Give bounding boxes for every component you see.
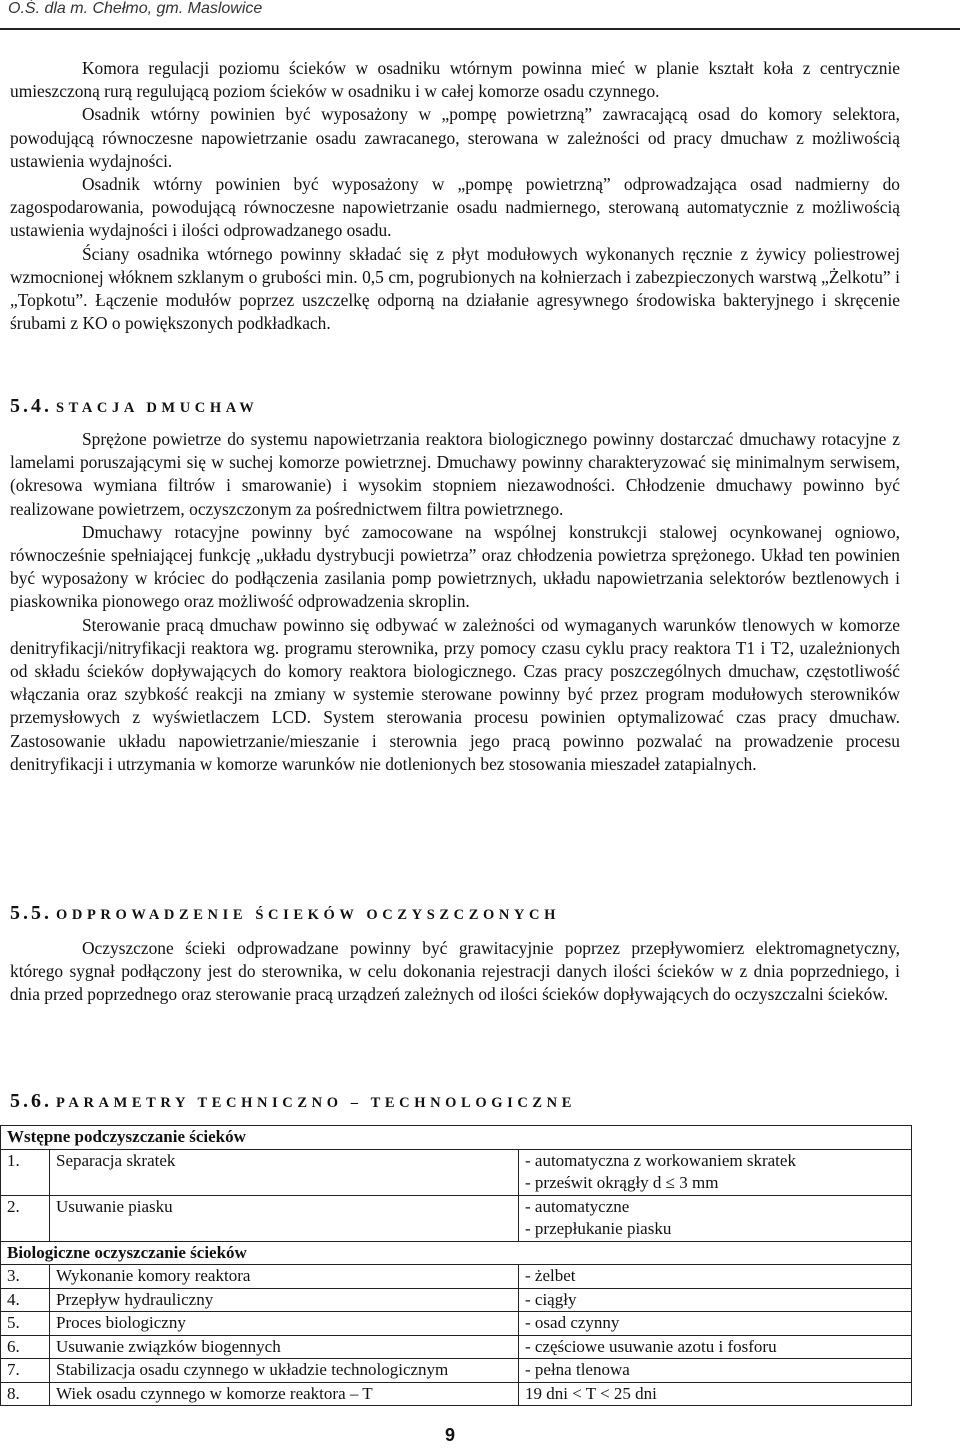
- table-row: [1, 1382, 912, 1406]
- row-number: 5.: [1, 1312, 50, 1336]
- value-line: - przepłukanie piasku: [525, 1219, 672, 1238]
- section-5-5-body: [10, 937, 900, 1007]
- paragraph: Sterowanie pracą dmuchaw powinno się odbywać w zależności od wymaganych warunków tlenowych w komorze denitryfikacji/nitryfikacji reaktora wg. programu sterownika, przy pomocy czasu cyklu pracy reaktora T1 i T2, uzależnionych od składu ścieków dopływających do komory reaktora biologicznego. Czas pracy poszczególnych dmuchaw, częstotliwość włączania oraz szybkość reakcji na zmiany w systemie sterowane powinny być przez program modułowych sterowników przemysłowych z wyświetlaczem LCD. System sterowania procesu powinien optymalizować czas pracy dmuchaw. Zastosowanie układu napowietrzanie/mieszanie i sterownia jego pracą powinno pozwalać na prowadzenie procesu denitryfikacji i utrzymania w komorze warunków nie dotlenionych bez stosowania mieszadeł zatapialnych.: [10, 614, 900, 774]
- parameters-table-body: [1, 1126, 912, 1406]
- table-row: [1, 1149, 912, 1195]
- header-rule: [0, 28, 960, 30]
- table-row: [1, 1312, 912, 1336]
- parameter-value: [519, 1149, 912, 1195]
- parameters-table: [0, 1125, 912, 1406]
- value-line: - automatyczna z workowaniem skratek: [525, 1150, 796, 1170]
- paragraph: Osadnik wtórny powinien być wyposażony w „pompę powietrzną” zawracającą osad do komory selektora, powodującą równoczesne napowietrzanie osadu zawracanego, sterowana w zależności od pracy dmuchaw z możliwością ustawienia wydajności.: [10, 104, 900, 171]
- parameter-value: [519, 1288, 912, 1312]
- parameter-name: Separacja skratek: [50, 1149, 519, 1195]
- value-line: - prześwit okrągły d ≤ 3 mm: [525, 1173, 719, 1192]
- paragraph: Oczyszczone ścieki odprowadzane powinny być grawitacyjnie poprzez przepływomierz elektromagnetyczny, którego sygnał podłączony jest do sterownika, w celu dokonania rejestracji danych ilości ścieków w z dnia poprzedniego, i dnia przed poprzednego oraz sterowanie pracą urządzeń zależnych od ilości ścieków dopływających do oczyszczalni ścieków.: [10, 938, 900, 1005]
- table-row: [1, 1195, 912, 1241]
- parameter-name: Proces biologiczny: [50, 1312, 519, 1336]
- parameter-name: Stabilizacja osadu czynnego w układzie technologicznym: [50, 1359, 519, 1383]
- row-number: 4.: [1, 1288, 50, 1312]
- paragraph: Dmuchawy rotacyjne powinny być zamocowane na wspólnej konstrukcji stalowej ocynkowanej ogniowo, równocześnie spełniającej funkcję „układu dystrybucji powietrza” oraz chłodzenia powietrza sprężonego. Układ ten powinien być wyposażony w króciec do podłączenia zasilania pomp powietrznych, układu napowietrzania selektorów beztlenowych i piaskownika pionowego oraz możliwość odprowadzenia skroplin.: [10, 521, 900, 612]
- page-number: 9: [445, 1425, 456, 1445]
- parameter-name: Usuwanie związków biogennych: [50, 1335, 519, 1359]
- value-line: 19 dni < T < 25 dni: [525, 1383, 657, 1403]
- paragraph: Ściany osadnika wtórnego powinny składać się z płyt modułowych wykonanych ręcznie z żywicy poliestrowej wzmocnionej włóknem szklanym o grubości min. 0,5 cm, pogrubionych na kołnierzach i zabezpieczonych warstwą „Żelkotu” i „Topkotu”. Łączenie modułów poprzez uszczelkę odporną na działanie agresywnego środowiska bakteryjnego i skręcenie śrubami z KO o powiększonych podkładkach.: [10, 243, 900, 334]
- row-number: 3.: [1, 1265, 50, 1289]
- parameter-value: [519, 1335, 912, 1359]
- section-title: PARAMETRY TECHNICZNO – TECHNOLOGICZNE: [56, 1095, 577, 1111]
- parameter-name: Przepływ hydrauliczny: [50, 1288, 519, 1312]
- value-line: - osad czynny: [525, 1313, 620, 1332]
- section-number: 5.5.: [10, 902, 52, 924]
- table-row: [1, 1288, 912, 1312]
- paragraph: Komora regulacji poziomu ścieków w osadniku wtórnym powinna mieć w planie kształt koła z centrycznie umieszczoną rurą regulującą poziom ścieków w osadniku i w całej komorze osadu czynnego.: [10, 58, 900, 102]
- parameter-name: Wiek osadu czynnego w komorze reaktora – T: [50, 1382, 519, 1406]
- table-group-header: [1, 1126, 912, 1150]
- row-number: 8.: [1, 1382, 50, 1406]
- table-row: [1, 1335, 912, 1359]
- parameter-value: [519, 1312, 912, 1336]
- table-row: [1, 1265, 912, 1289]
- section-title: STACJA DMUCHAW: [56, 400, 259, 416]
- parameter-value: [519, 1195, 912, 1241]
- running-header: O.Ś. dla m. Chełmo, gm. Maslowice: [8, 0, 263, 17]
- parameter-value: [519, 1265, 912, 1289]
- parameter-name: Usuwanie piasku: [50, 1195, 519, 1241]
- row-number: 7.: [1, 1359, 50, 1383]
- section-heading-5-6: [10, 1090, 576, 1113]
- value-line: - automatyczne: [525, 1196, 630, 1216]
- table-row: [1, 1359, 912, 1383]
- row-number: 2.: [1, 1195, 50, 1241]
- row-number: 1.: [1, 1149, 50, 1195]
- value-line: - żelbet: [525, 1266, 576, 1285]
- paragraph: Sprężone powietrze do systemu napowietrzania reaktora biologicznego powinny dostarczać dmuchawy rotacyjne z lamelami poruszającymi się w suchej komorze powietrznej. Dmuchawy powinny charakteryzować się minimalnym serwisem, (okresowa wymiana filtrów i smarowanie) i wysokim stopniem niezawodności. Chłodzenie dmuchawy powinno być realizowane powietrzem, oczyszczonym za pośrednictwem filtra powietrznego.: [10, 429, 900, 519]
- section-number: 5.6.: [10, 1090, 52, 1112]
- table-group-header: [1, 1241, 912, 1265]
- paragraph: Osadnik wtórny powinien być wyposażony w „pompę powietrzną” odprowadzająca osad nadmierny do zagospodarowania, powodującą równoczesne napowietrzanie osadu nadmiernego, sterowaną automatycznie z możliwością ustawienia wydajności i ilości odprowadzanego osadu.: [10, 174, 900, 241]
- parameter-name: Wykonanie komory reaktora: [50, 1265, 519, 1289]
- section-number: 5.4.: [10, 395, 52, 417]
- section-5-4-body: [10, 428, 900, 776]
- section-heading-5-5: [10, 902, 560, 925]
- value-line: - ciągły: [525, 1289, 577, 1309]
- group-label: Biologiczne oczyszczanie ścieków: [1, 1241, 912, 1265]
- row-number: 6.: [1, 1335, 50, 1359]
- parameter-value: [519, 1359, 912, 1383]
- value-line: - częściowe usuwanie azotu i fosforu: [525, 1336, 777, 1356]
- section-heading-5-4: [10, 395, 258, 418]
- parameter-value: [519, 1382, 912, 1406]
- group-label: Wstępne podczyszczanie ścieków: [1, 1126, 912, 1150]
- section-title: ODPROWADZENIE ŚCIEKÓW OCZYSZCZONYCH: [56, 907, 560, 923]
- intro-block: [10, 57, 900, 335]
- value-line: - pełna tlenowa: [525, 1360, 630, 1379]
